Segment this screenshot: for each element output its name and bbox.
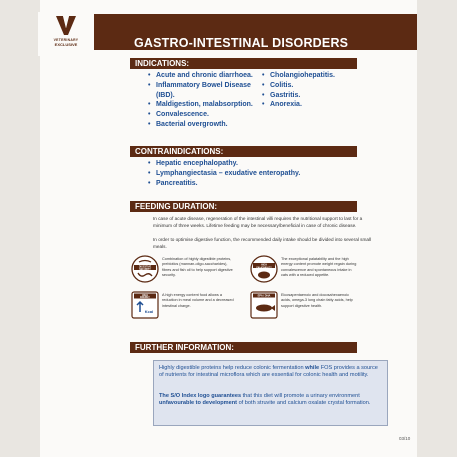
further-paragraph-1 xyxy=(159,365,381,380)
list-item: • Bacterial overgrowth. xyxy=(148,120,268,130)
page-title: GASTRO-INTESTINAL DISORDERS xyxy=(134,36,349,50)
further-p2-c: unfavourable to development xyxy=(159,400,238,407)
veterinary-exclusive-logo xyxy=(38,12,94,56)
v-logo-icon xyxy=(55,16,77,36)
further-information-heading: FURTHER INFORMATION: xyxy=(135,343,234,352)
feeding-paragraph-1: In case of acute disease, regeneration of the intestinal villi requires the nutritional support to last for a minimum of three weeks. Lifetime feeding may be necessary/beneficial in case of chronic disease. xyxy=(153,216,363,228)
svg-text:Kcal: Kcal xyxy=(144,309,154,314)
page xyxy=(40,0,417,457)
further-information-heading-bar xyxy=(130,342,357,353)
page-number: 03/10 xyxy=(399,436,411,441)
further-p1-b: while xyxy=(305,365,320,371)
epa-dha-icon xyxy=(250,291,278,319)
feature-text-digestive-security: Combination of highly digestible proteins, prebiotics (mannan-oligo-saccharides), fibres and fish oil to help support digestive security. xyxy=(162,257,233,277)
high-energy-icon xyxy=(131,291,159,319)
indications-left-list xyxy=(148,71,268,130)
feature-text-high-energy: A high energy content food allows a reduction in meal volume and a decreased intestinal charge. xyxy=(162,293,234,308)
list-item: • Anorexia. xyxy=(262,100,362,110)
logo-line-1: VETERINARY xyxy=(53,38,79,42)
indications-heading: INDICATIONS: xyxy=(135,59,190,68)
further-information-box xyxy=(153,360,388,426)
further-p1-a: Highly digestible proteins help reduce colonic fermentation xyxy=(159,365,306,371)
header-bar xyxy=(40,14,417,50)
list-item: • Convalescence. xyxy=(148,110,268,120)
svg-text:SECURITY: SECURITY xyxy=(139,268,151,271)
feeding-duration-heading-bar xyxy=(130,201,357,212)
feature-text-high-palatability: The exceptional palatability and the high energy content promote weight regain during convalescence and spontaneous intake in cats with a reduced appetite. xyxy=(281,257,357,277)
logo-line-2: EXCLUSIVE xyxy=(54,42,78,47)
feature-text-epa-dha: Eicosapentaenoic and docosahexaenoic acids, omega-3 long chain fatty acids, help support digestive health. xyxy=(281,293,353,308)
svg-text:DIGESTIVE: DIGESTIVE xyxy=(138,266,152,269)
further-paragraph-2 xyxy=(159,393,381,408)
svg-text:PALATABILITY: PALATABILITY xyxy=(256,266,272,269)
further-p2-d: of both struvite and calcium oxalate crystal formation. xyxy=(237,400,371,407)
further-p2-b: that this diet will promote a urinary environment xyxy=(241,393,360,399)
svg-text:ENERGY: ENERGY xyxy=(140,297,150,299)
list-item: • Gastritis. xyxy=(262,91,362,101)
further-p1-c: FOS provides a source of nutrients for intestinal microflora which are essential for colonic health and motility. xyxy=(159,365,378,379)
list-item: • Hepatic encephalopathy. xyxy=(148,159,368,169)
list-item: • Colitis. xyxy=(262,81,362,91)
list-item: • Lymphangiectasia – exudative enteropathy. xyxy=(148,169,368,179)
list-item: • Maldigestion, malabsorption. xyxy=(148,100,268,110)
list-item: • Inflammatory Bowel Disease (IBD). xyxy=(148,81,268,101)
list-item: • Acute and chronic diarrhoea. xyxy=(148,71,268,81)
svg-text:HIGH: HIGH xyxy=(261,264,267,267)
svg-text:HIGH: HIGH xyxy=(142,294,148,297)
digestive-security-icon xyxy=(131,255,159,283)
feeding-paragraph-2: In order to optimise digestive function, the recommended daily intake should be divided into several small meals. xyxy=(153,237,372,249)
further-p2-a: The S/O Index logo guarantees xyxy=(159,393,242,399)
contraindications-heading: CONTRAINDICATIONS: xyxy=(135,147,224,156)
feeding-duration-heading: FEEDING DURATION: xyxy=(135,202,218,211)
list-item: • Pancreatitis. xyxy=(148,179,368,189)
contraindications-list xyxy=(148,159,368,188)
indications-right-list xyxy=(262,71,362,110)
indications-heading-bar xyxy=(130,58,357,69)
list-item: • Cholangiohepatitis. xyxy=(262,71,362,81)
svg-text:EPA / DHA: EPA / DHA xyxy=(257,294,271,298)
contraindications-heading-bar xyxy=(130,146,357,157)
high-palatability-icon xyxy=(250,255,278,283)
